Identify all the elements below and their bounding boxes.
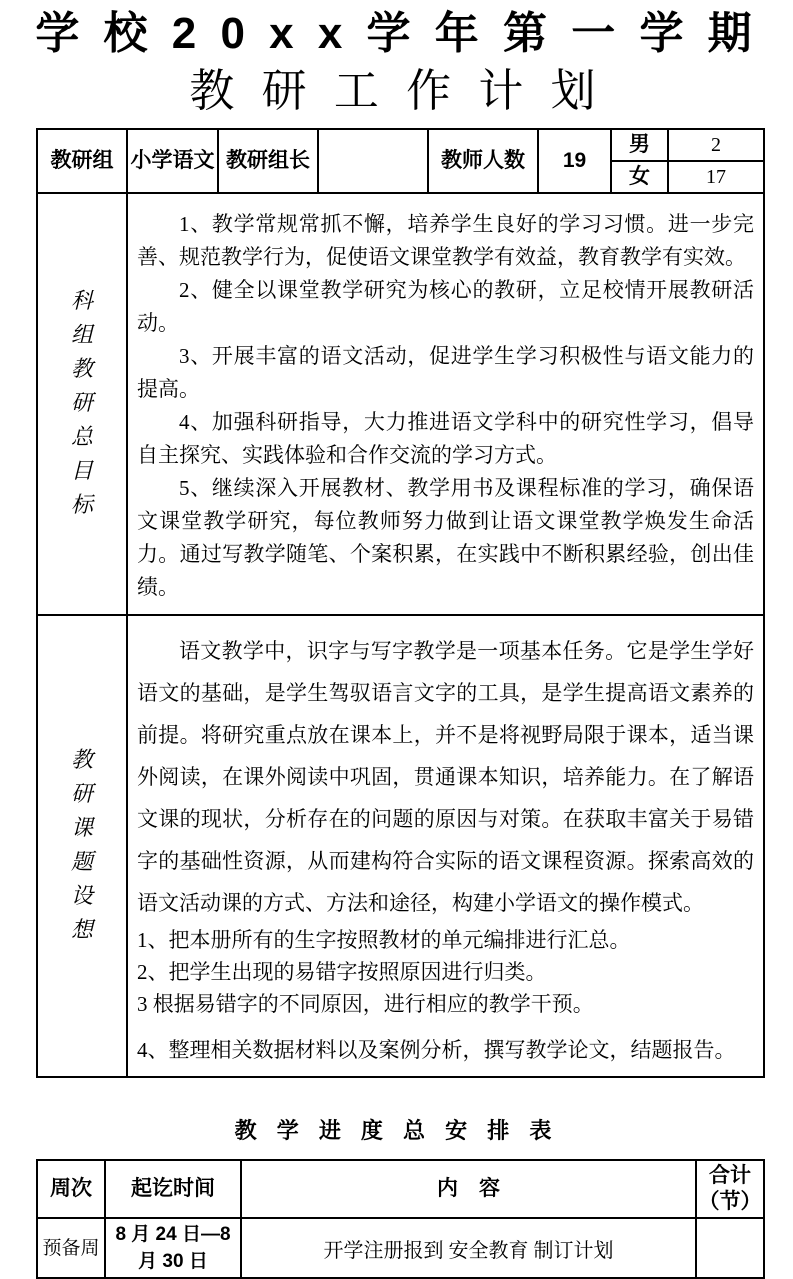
- goals-paragraph: 1、教学常规常抓不懈，培养学生良好的学习习惯。进一步完善、规范教学行为，促使语文课堂教学有效益，教育教学有实效。: [137, 212, 754, 269]
- schedule-data-row: [37, 1218, 764, 1278]
- schedule-header-week: 周次: [37, 1160, 105, 1218]
- schedule-total-cell: [696, 1218, 764, 1278]
- goals-content: [127, 193, 764, 615]
- goals-row: [37, 193, 764, 615]
- research-section-label: [37, 615, 127, 1077]
- leader-value: [318, 129, 428, 193]
- group-value: 小学语文: [127, 129, 218, 193]
- schedule-header-total: 合计 （节）: [696, 1160, 764, 1218]
- research-item: 2、把学生出现的易错字按照原因进行归类。: [137, 960, 547, 984]
- male-value: 2: [668, 129, 764, 161]
- research-row: [37, 615, 764, 1077]
- info-row: [37, 129, 764, 161]
- research-content: [127, 615, 764, 1077]
- plan-table: [36, 128, 765, 1078]
- schedule-header-row: [37, 1160, 764, 1218]
- teacher-count-label: 教师人数: [428, 129, 538, 193]
- research-item: 1、把本册所有的生字按照教材的单元编排进行汇总。: [137, 928, 631, 952]
- schedule-title: 教 学 进 度 总 安 排 表: [234, 1118, 559, 1143]
- leader-label: 教研组长: [218, 129, 318, 193]
- schedule-content-cell: 开学注册报到 安全教育 制订计划: [241, 1218, 696, 1278]
- female-label: 女: [611, 161, 668, 193]
- research-item: 3 根据易错字的不同原因，进行相应的教学干预。: [137, 992, 594, 1016]
- schedule-header-time: 起讫时间: [105, 1160, 241, 1218]
- schedule-week-cell: 预备周: [37, 1218, 105, 1278]
- goals-paragraph: 5、继续深入开展教材、教学用书及课程标准的学习，确保语文课堂教学研究，每位教师努力做到让语文课堂教学焕发生命活力。通过写教学随笔、个案积累，在实践中不断积累经验，创出佳绩。: [137, 476, 754, 599]
- goals-paragraph: 2、健全以课堂教学研究为核心的教研，立足校情开展教研活动。: [137, 278, 754, 335]
- research-intro: 语文教学中，识字与写字教学是一项基本任务。它是学生学好语文的基础，是学生驾驭语言文字的工具，是学生提高语文素养的前提。将研究重点放在课本上，并不是将视野局限于课本，适当课外阅读，在课外阅读中巩固，贯通课本知识，培养能力。在了解语文课的现状，分析存在的问题的原因与对策。在获取丰富关于易错字的基础性资源，从而建构符合实际的语文课程资源。探索高效的语文活动课的方式、方法和途径，构建小学语文的操作模式。: [137, 639, 754, 915]
- goals-paragraph: 3、开展丰富的语文活动，促进学生学习积极性与语文能力的提高。: [137, 344, 754, 401]
- schedule-table: [36, 1159, 765, 1279]
- female-value: 17: [668, 161, 764, 193]
- male-label: 男: [611, 129, 668, 161]
- research-vertical-label: 教 研 课 题 设 想: [70, 748, 93, 943]
- goals-section-label: [37, 193, 127, 615]
- goals-paragraph: 4、加强科研指导，大力推进语文学科中的研究性学习，倡导自主探究、实践体验和合作交流的学习方式。: [137, 410, 754, 467]
- group-label: 教研组: [37, 129, 127, 193]
- document-title-line1: 学 校 2 0 x x 学 年 第 一 学 期: [35, 9, 758, 58]
- schedule-header-content: 内 容: [241, 1160, 696, 1218]
- goals-vertical-label: 科 组 教 研 总 目 标: [70, 289, 93, 518]
- document-title-line2: 教 研 工 作 计 划: [189, 66, 604, 116]
- research-item: 4、整理相关数据材料以及案例分析，撰写教学论文，结题报告。: [137, 1038, 736, 1062]
- teacher-count-value: 19: [538, 129, 611, 193]
- schedule-time-cell: 8 月 24 日—8 月 30 日: [105, 1218, 241, 1278]
